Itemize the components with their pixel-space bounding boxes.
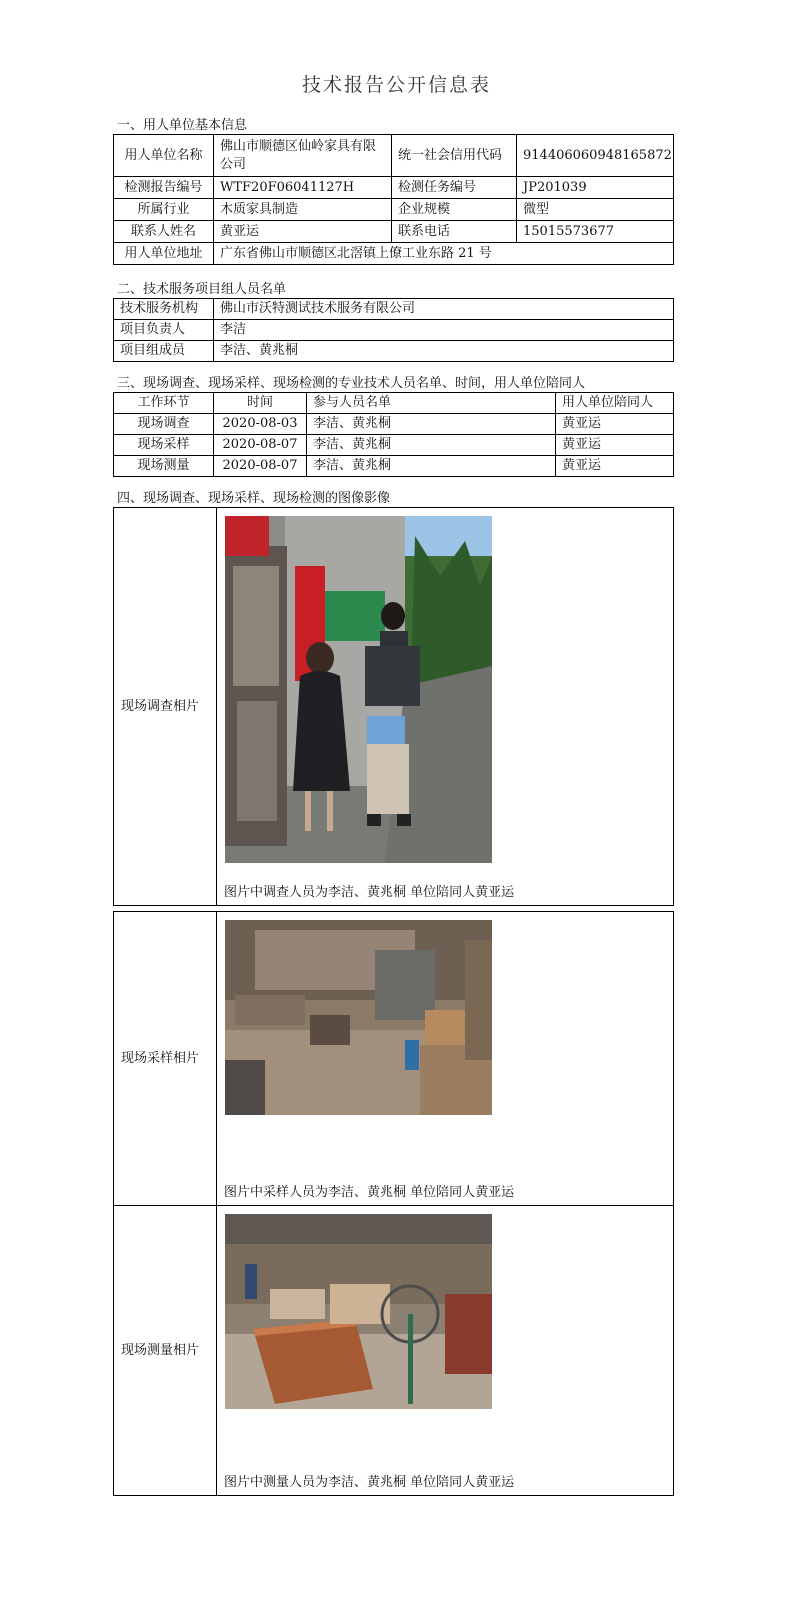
table-cell: 检测报告编号 [114,177,214,199]
table-cell: 李洁、黄兆桐 [307,414,556,435]
table-cell: 李洁、黄兆桐 [307,456,556,477]
site-sampling-photo [225,920,492,1115]
table-header-row [114,393,674,414]
table-cell: 项目负责人 [114,320,214,341]
photo-table-measurement [113,1205,674,1496]
photo-caption: 图片中测量人员为李洁、黄兆桐 单位陪同人黄亚运 [224,1475,515,1490]
photo-label: 现场调查相片 [114,508,217,906]
photo-cell [217,508,674,906]
table-cell: 2020-08-07 [214,456,307,477]
column-header: 工作环节 [114,393,214,414]
table-row [114,135,674,177]
table-cell: 木质家具制造 [214,199,392,221]
table-cell: WTF20F06041127H [214,177,392,199]
table-cell: 项目组成员 [114,341,214,362]
table-cell: 黄亚运 [214,221,392,243]
table-row [114,341,674,362]
table-cell: 统一社会信用代码 [392,135,517,177]
table-cell: 所属行业 [114,199,214,221]
basic-info-table [113,134,674,265]
photo-cell [217,912,674,1206]
photo-caption: 图片中调查人员为李洁、黄兆桐 单位陪同人黄亚运 [224,885,515,900]
table-cell: 用人单位名称 [114,135,214,177]
table-cell: 佛山市顺德区仙岭家具有限公司 [214,135,392,177]
section-3-heading: 三、现场调查、现场采样、现场检测的专业技术人员名单、时间，用人单位陪同人 [117,376,586,391]
column-header: 用人单位陪同人 [556,393,674,414]
table-cell: 联系电话 [392,221,517,243]
table-cell: 现场采样 [114,435,214,456]
table-cell: 广东省佛山市顺德区北滘镇上僚工业东路 21 号 [214,243,674,265]
site-work-table [113,392,674,477]
table-cell: JP201039 [517,177,674,199]
table-row [114,320,674,341]
table-cell: 李洁 [214,320,674,341]
table-cell: 现场调查 [114,414,214,435]
table-cell: 李洁、黄兆桐 [214,341,674,362]
table-row [114,435,674,456]
site-survey-photo [225,516,492,863]
table-cell: 914406060948165872 [517,135,674,177]
table-cell: 联系人姓名 [114,221,214,243]
photo-label: 现场测量相片 [114,1206,217,1496]
section-1-heading: 一、用人单位基本信息 [117,118,248,133]
table-cell: 黄亚运 [556,435,674,456]
column-header: 时间 [214,393,307,414]
table-cell: 黄亚运 [556,456,674,477]
table-row [114,456,674,477]
column-header: 参与人员名单 [307,393,556,414]
table-row [114,221,674,243]
table-cell: 2020-08-07 [214,435,307,456]
photo-label: 现场采样相片 [114,912,217,1206]
table-cell: 15015573677 [517,221,674,243]
table-cell: 2020-08-03 [214,414,307,435]
section-4-heading: 四、现场调查、现场采样、现场检测的图像影像 [117,491,391,506]
table-row [114,299,674,320]
table-row [114,243,674,265]
section-2-heading: 二、技术服务项目组人员名单 [117,282,287,297]
table-row [114,199,674,221]
table-cell: 李洁、黄兆桐 [307,435,556,456]
page-title: 技术报告公开信息表 [301,74,491,96]
table-cell: 现场测量 [114,456,214,477]
table-row [114,414,674,435]
photo-table-sampling [113,911,674,1206]
table-cell: 检测任务编号 [392,177,517,199]
table-cell: 企业规模 [392,199,517,221]
photo-table-survey [113,507,674,906]
photo-caption: 图片中采样人员为李洁、黄兆桐 单位陪同人黄亚运 [224,1185,515,1200]
table-cell: 用人单位地址 [114,243,214,265]
table-cell: 技术服务机构 [114,299,214,320]
project-team-table [113,298,674,362]
site-measurement-photo [225,1214,492,1409]
table-row [114,177,674,199]
table-cell: 黄亚运 [556,414,674,435]
table-cell: 佛山市沃特测试技术服务有限公司 [214,299,674,320]
table-cell: 微型 [517,199,674,221]
photo-cell [217,1206,674,1496]
